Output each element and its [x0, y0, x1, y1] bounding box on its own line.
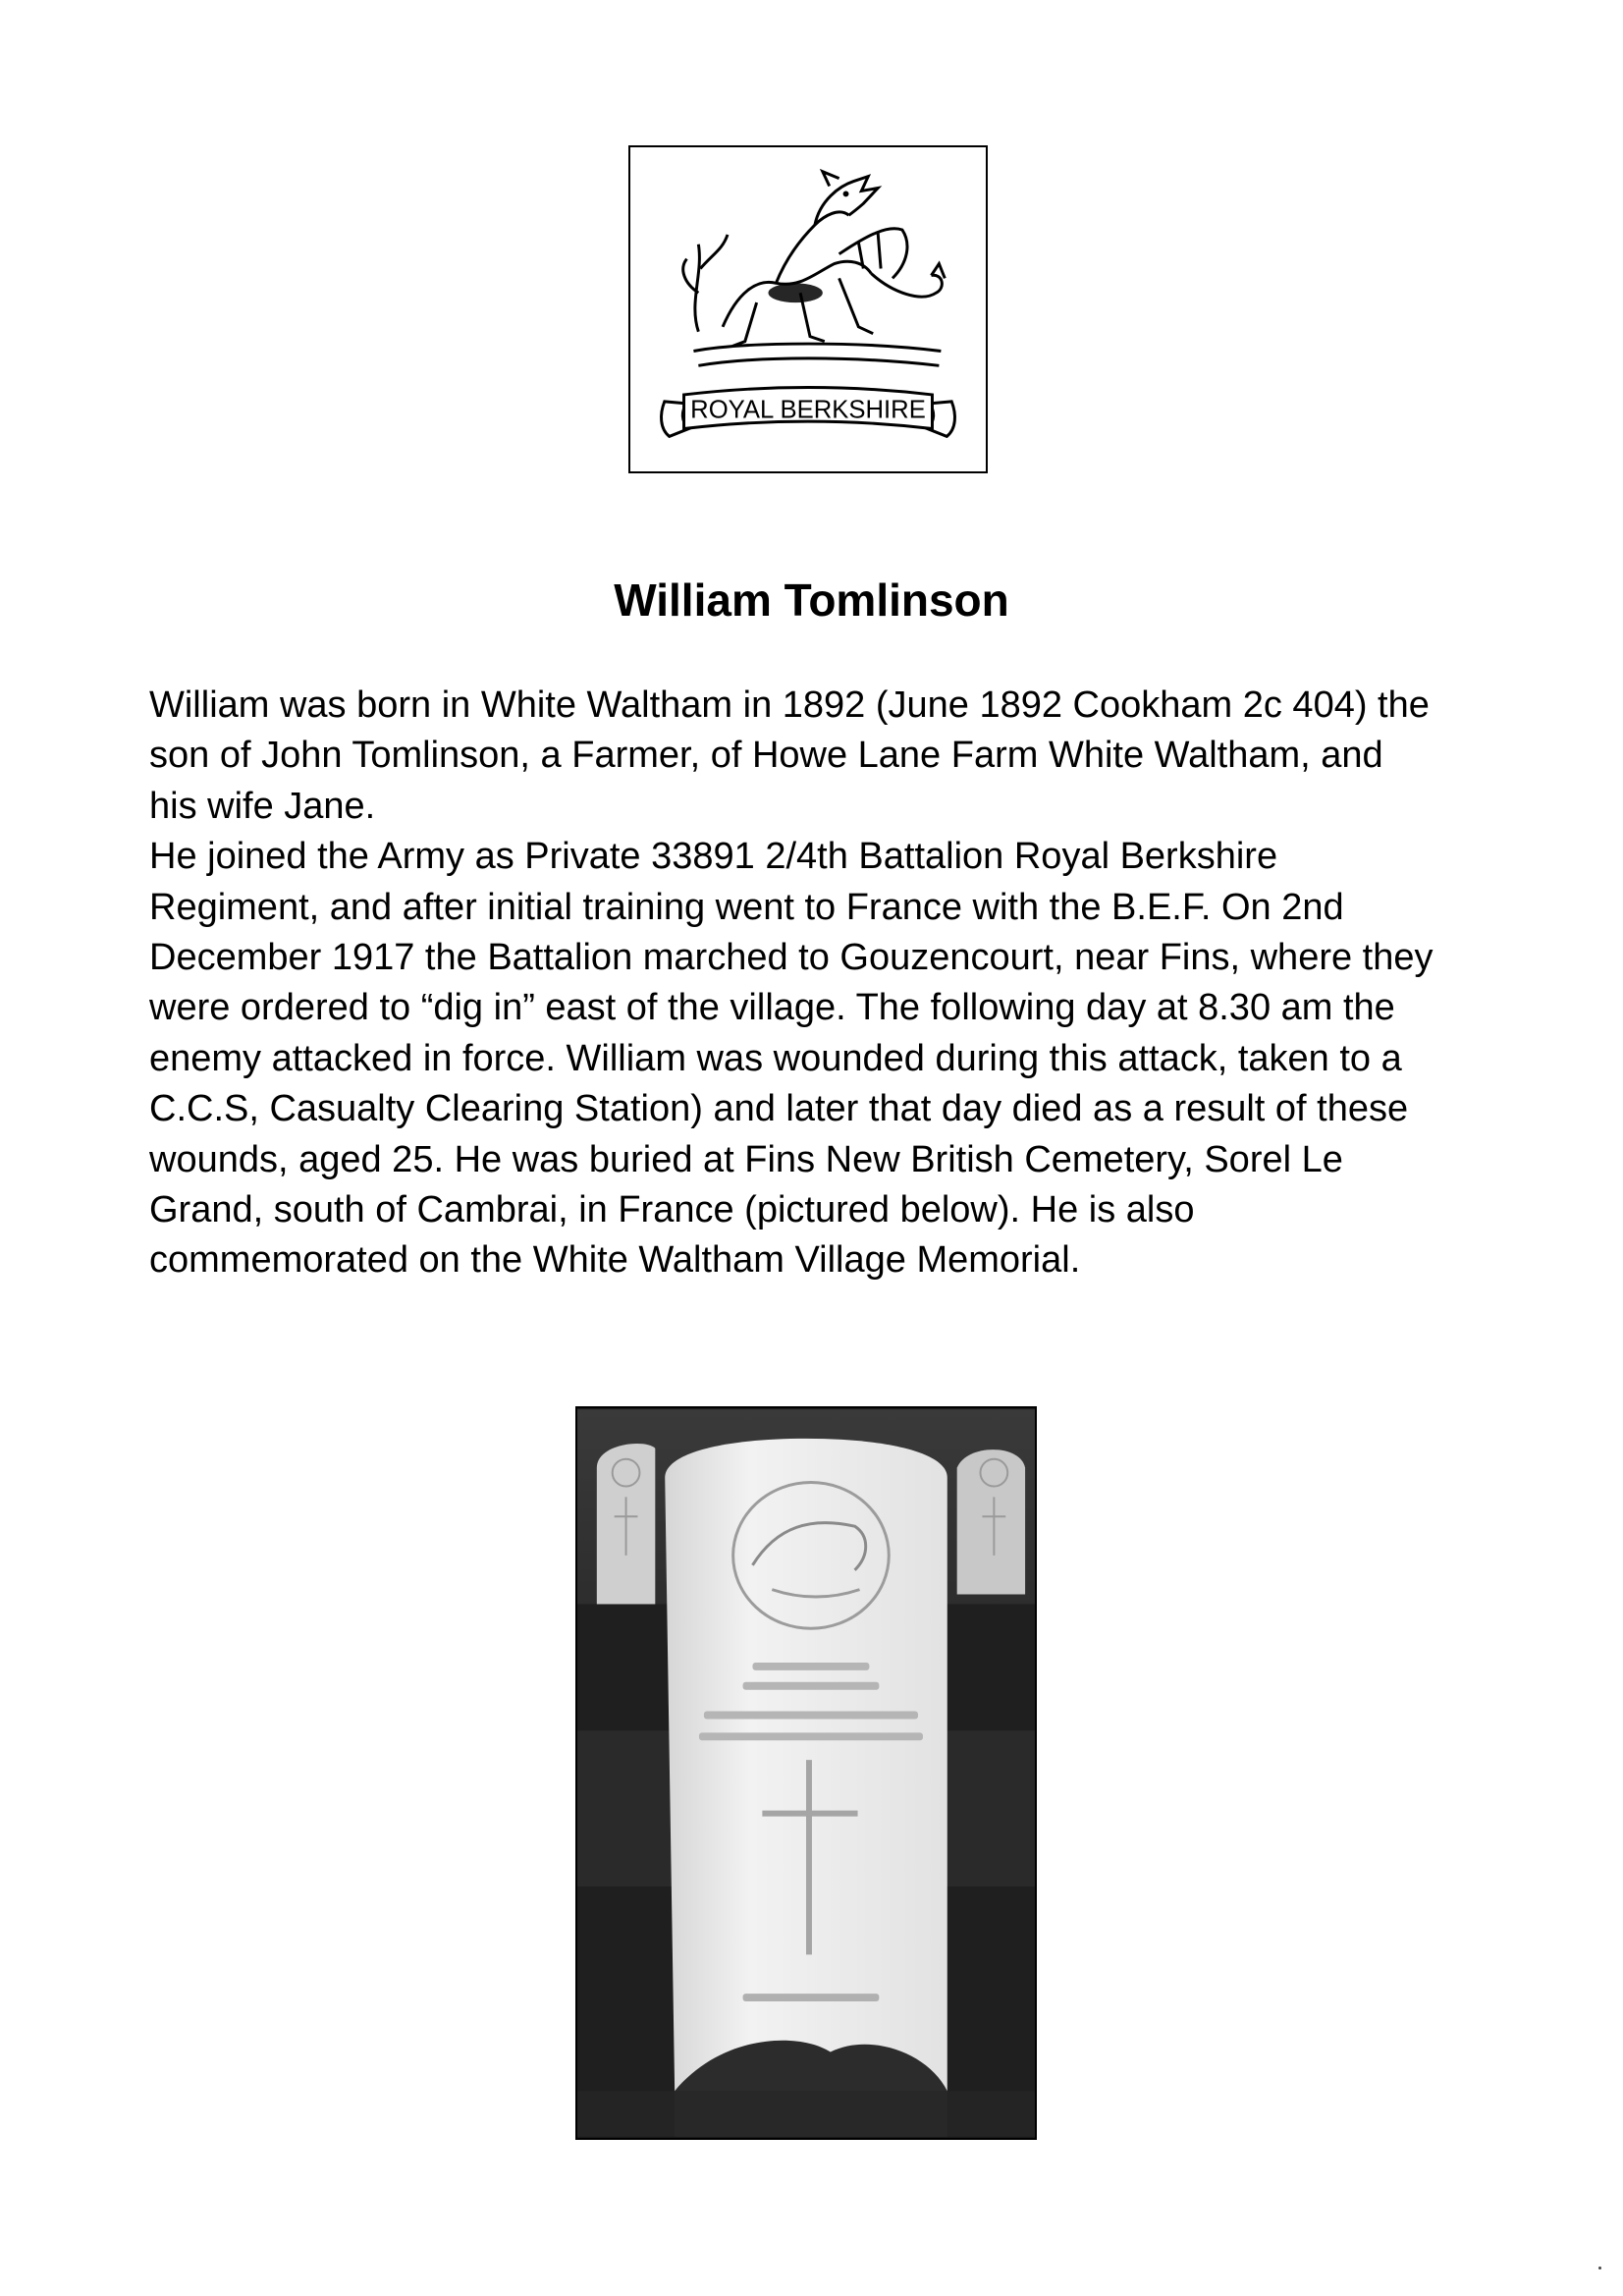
biography-paragraph-2: He joined the Army as Private 33891 2/4th Battalion Royal Berkshire Regiment, and after initial training went to France with the B.E.F. On 2nd December 1917 the Battalion marched to Gouzencourt, near Fins, where they were ordered to “dig in” east of the village. The following day at 8.30 am the enemy attacked in force. William was wounded during this attack, taken to a C.C.S, Casualty Clearing Station) and later that day died as a result of these wounds, aged 25. He was buried at Fins New British Cemetery, Sorel Le Grand, south of Cambrai, in France (pictured below). He is also commemorated on the White Waltham Village Memorial. — [149, 836, 1434, 1282]
headstone-photo — [575, 1406, 1037, 2140]
biography-paragraph-1: William was born in White Waltham in 1892 (June 1892 Cookham 2c 404) the son of John Tomlinson, a Farmer, of Howe Lane Farm White Waltham, and his wife Jane. — [149, 684, 1430, 827]
scan-speck — [1598, 2267, 1601, 2269]
regimental-badge — [628, 145, 988, 473]
headstone-image — [577, 1408, 1035, 2138]
royal-berkshire-dragon-icon — [630, 147, 986, 471]
biography-text — [149, 681, 1435, 1286]
badge-motto: ROYAL BERKSHIRE — [690, 396, 926, 424]
page-title: William Tomlinson — [614, 574, 1009, 626]
